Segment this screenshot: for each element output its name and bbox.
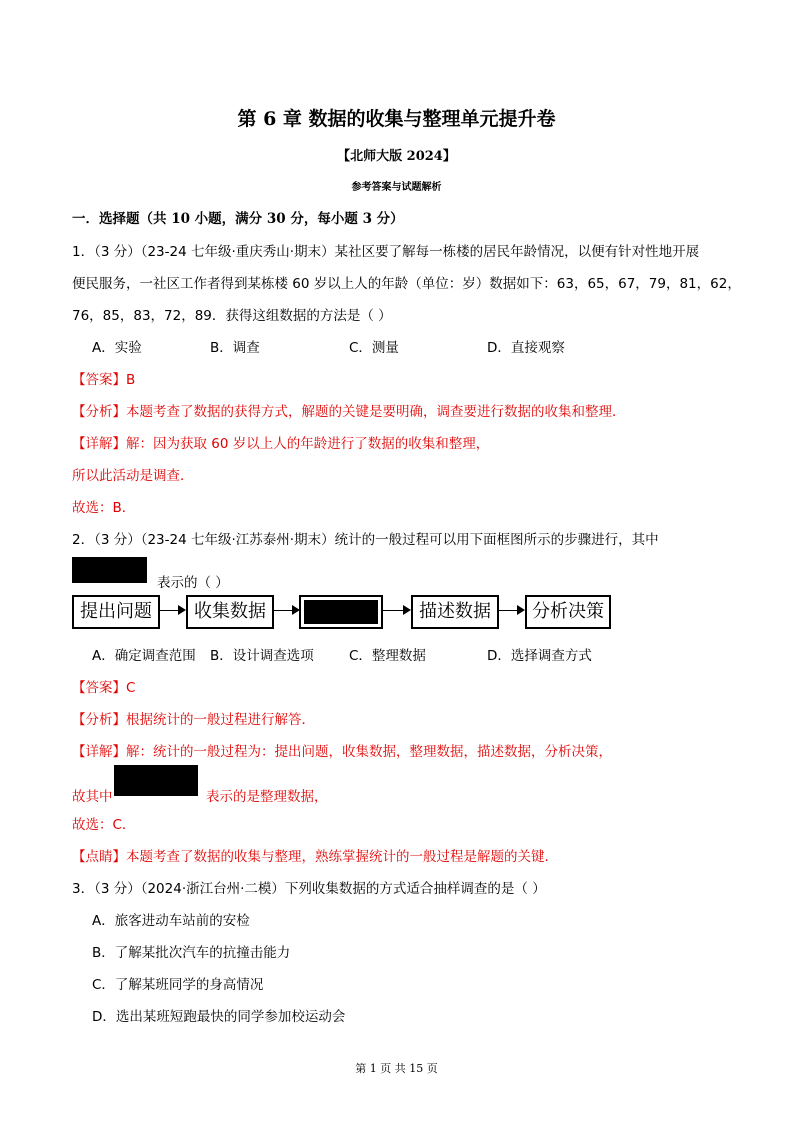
flow-arrow-3 xyxy=(383,610,403,611)
q1-detail-line1: 【详解】解：因为获取 60 岁以上人的年龄进行了数据的收集和整理， xyxy=(72,436,490,452)
redacted-box xyxy=(72,557,147,583)
q1-choice: 故选：B． xyxy=(72,500,136,516)
q1-analysis: 【分析】本题考查了数据的获得方式，解题的关键是要明确，调查要进行数据的收集和整理． xyxy=(72,404,626,420)
flow-step-3 xyxy=(299,595,383,629)
q2-option-d: D．选择调查方式 xyxy=(487,648,592,664)
section-heading: 一．选择题（共 10 小题，满分 30 分，每小题 3 分） xyxy=(72,211,404,227)
q3-stem: 3．（3 分）（2024·浙江台州·二模）下列收集数据的方式适合抽样调查的是（ ） xyxy=(72,881,546,897)
flow-step-1: 提出问题 xyxy=(72,595,160,629)
flow-step-2: 收集数据 xyxy=(186,595,274,629)
answer-key-label: 参考答案与试题解析 xyxy=(351,182,442,193)
flow-arrowhead-4 xyxy=(517,605,525,615)
q2-answer: 【答案】C xyxy=(72,680,136,696)
flow-arrowhead-1 xyxy=(178,605,186,615)
q2-detail-line1: 【详解】解：统计的一般过程为：提出问题，收集数据，整理数据，描述数据，分析决策， xyxy=(72,744,612,760)
q3-option-d: D．选出某班短跑最快的同学参加校运动会 xyxy=(92,1009,346,1025)
q1-stem-line3: 76，85，83，72，89．获得这组数据的方法是（ ） xyxy=(72,308,392,324)
redacted-box-2 xyxy=(114,765,198,796)
q2-detail-line2b: 表示的是整理数据， xyxy=(206,789,328,805)
page-footer: 第 1 页 共 15 页 xyxy=(355,1062,438,1075)
q1-stem-line2: 便民服务，一社区工作者得到某栋楼 60 岁以上人的年龄（单位：岁）数据如下：63，65，67，79，81，62， xyxy=(72,276,741,292)
q1-option-c: C．测量 xyxy=(349,340,399,356)
q1-detail-line2: 所以此活动是调查． xyxy=(72,468,194,484)
q2-option-a: A．确定调查范围 xyxy=(92,648,196,664)
edition-label: 【北师大版 2024】 xyxy=(337,149,456,164)
q2-detail-line2a: 故其中 xyxy=(72,789,113,805)
q1-option-a: A．实验 xyxy=(92,340,142,356)
q2-stem-line1: 2．（3 分）（23-24 七年级·江苏泰州·期末）统计的一般过程可以用下面框图所示的步骤进行，其中 xyxy=(72,532,659,548)
page-title: 第 6 章 数据的收集与整理单元提升卷 xyxy=(237,108,556,130)
flow-arrow-4 xyxy=(497,610,517,611)
q1-answer: 【答案】B xyxy=(72,372,136,388)
q3-option-c: C．了解某班同学的身高情况 xyxy=(92,977,264,993)
q1-option-b: B．调查 xyxy=(210,340,260,356)
flow-arrow-1 xyxy=(158,610,178,611)
q2-comment: 【点睛】本题考查了数据的收集与整理，熟练掌握统计的一般过程是解题的关键． xyxy=(72,849,558,865)
q2-stem-line2: 表示的（ ） xyxy=(157,575,229,591)
flow-step-5: 分析决策 xyxy=(525,595,611,629)
flow-arrowhead-3 xyxy=(403,605,411,615)
flow-step-4: 描述数据 xyxy=(411,595,499,629)
q3-option-a: A．旅客进动车站前的安检 xyxy=(92,913,250,929)
flow-arrow-2 xyxy=(272,610,292,611)
q1-option-d: D．直接观察 xyxy=(487,340,565,356)
q2-choice: 故选：C． xyxy=(72,817,136,833)
q2-option-b: B．设计调查选项 xyxy=(210,648,314,664)
q3-option-b: B．了解某批次汽车的抗撞击能力 xyxy=(92,945,291,961)
flow-step-3-redacted xyxy=(304,600,378,624)
q2-analysis: 【分析】根据统计的一般过程进行解答． xyxy=(72,712,315,728)
q1-stem-line1: 1．（3 分）（23-24 七年级·重庆秀山·期末）某社区要了解每一栋楼的居民年龄情况，以便有针对性地开展 xyxy=(72,244,700,260)
q2-option-c: C．整理数据 xyxy=(349,648,426,664)
